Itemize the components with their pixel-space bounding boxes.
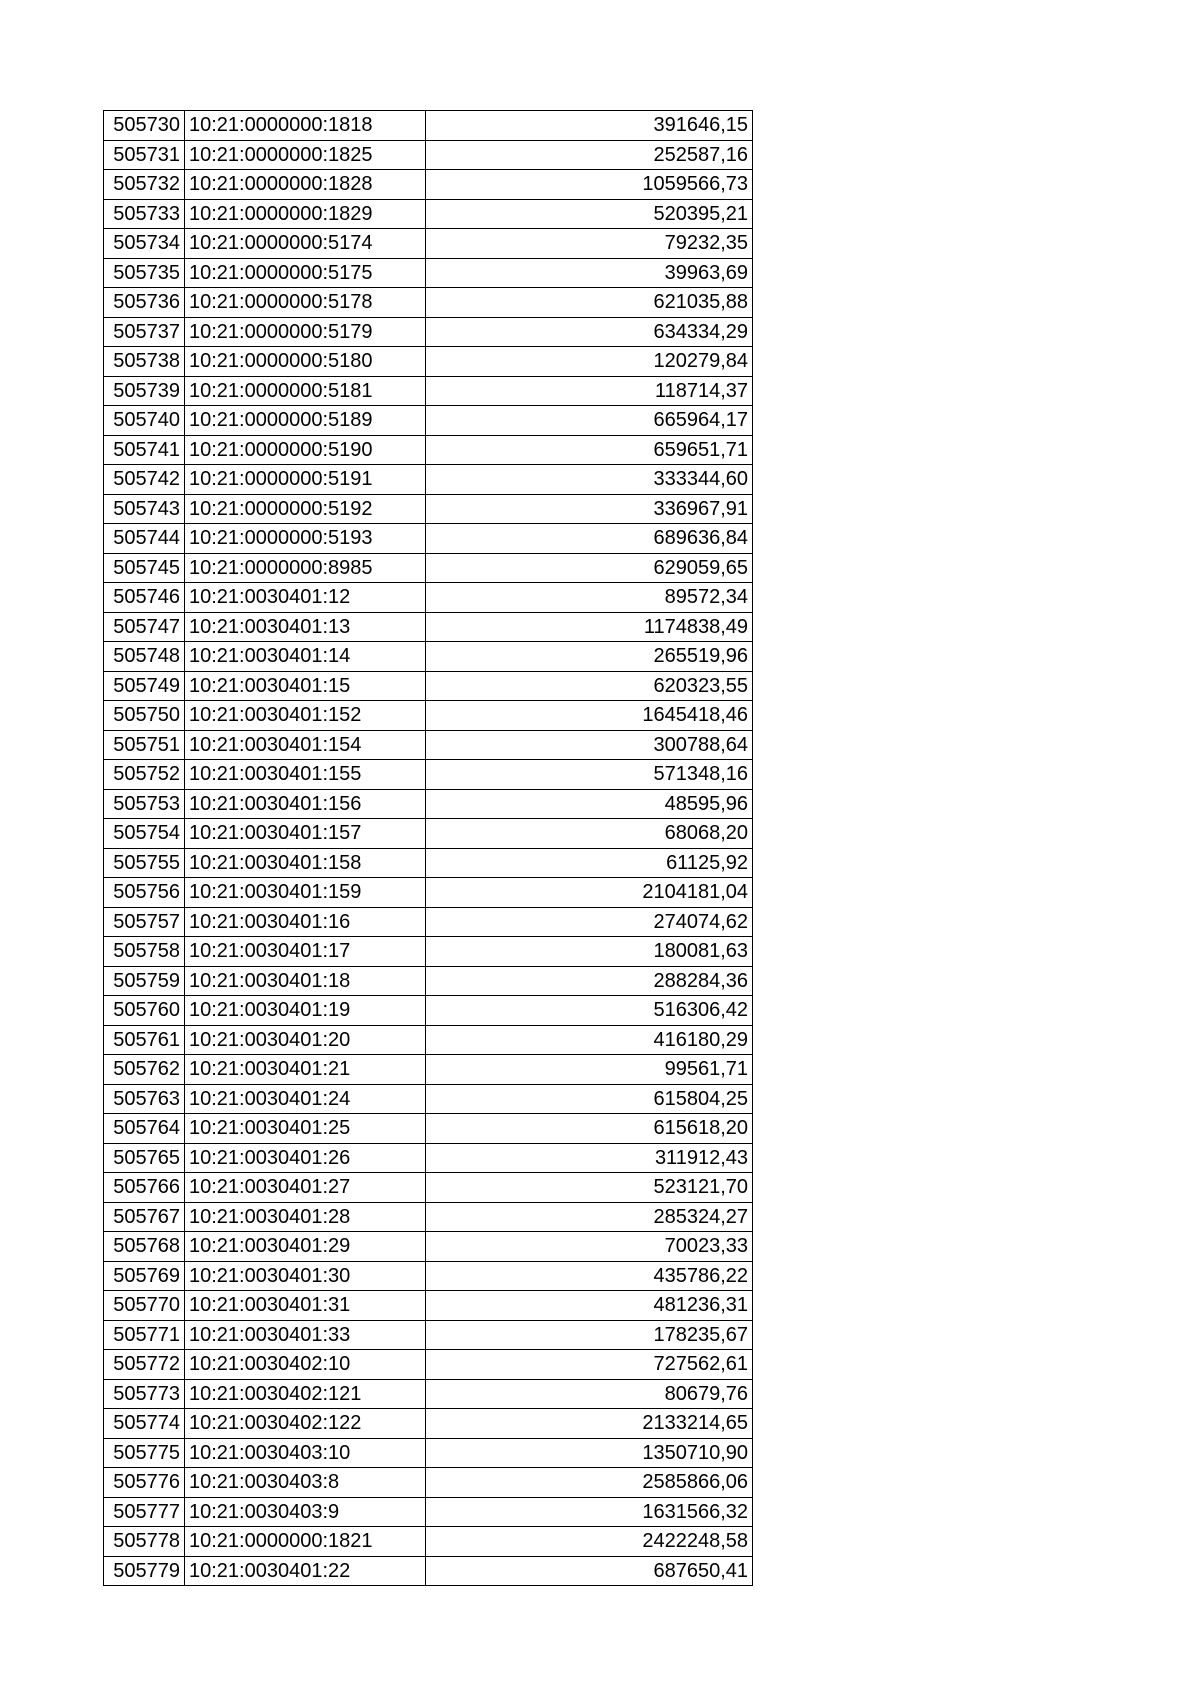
row-id-cell: 505772 — [104, 1350, 185, 1380]
cadastral-number-cell: 10:21:0030401:158 — [185, 848, 426, 878]
value-cell: 665964,17 — [426, 406, 753, 436]
value-cell: 516306,42 — [426, 996, 753, 1026]
cadastral-number-cell: 10:21:0000000:5190 — [185, 435, 426, 465]
cadastral-number-cell: 10:21:0000000:1829 — [185, 199, 426, 229]
row-id-cell: 505737 — [104, 317, 185, 347]
value-cell: 1350710,90 — [426, 1438, 753, 1468]
cadastral-number-cell: 10:21:0030401:152 — [185, 701, 426, 731]
table-row — [104, 347, 753, 377]
row-id-cell: 505764 — [104, 1114, 185, 1144]
table-row — [104, 288, 753, 318]
cadastral-number-cell: 10:21:0000000:5178 — [185, 288, 426, 318]
table-row — [104, 907, 753, 937]
row-id-cell: 505750 — [104, 701, 185, 731]
value-cell: 481236,31 — [426, 1291, 753, 1321]
row-id-cell: 505771 — [104, 1320, 185, 1350]
value-cell: 2422248,58 — [426, 1527, 753, 1557]
row-id-cell: 505741 — [104, 435, 185, 465]
row-id-cell: 505754 — [104, 819, 185, 849]
row-id-cell: 505759 — [104, 966, 185, 996]
cadastral-number-cell: 10:21:0030401:17 — [185, 937, 426, 967]
cadastral-number-cell: 10:21:0000000:5180 — [185, 347, 426, 377]
cadastral-number-cell: 10:21:0030401:16 — [185, 907, 426, 937]
row-id-cell: 505733 — [104, 199, 185, 229]
row-id-cell: 505769 — [104, 1261, 185, 1291]
data-table — [103, 110, 753, 1586]
value-cell: 68068,20 — [426, 819, 753, 849]
table-row — [104, 937, 753, 967]
row-id-cell: 505763 — [104, 1084, 185, 1114]
table-row — [104, 553, 753, 583]
value-cell: 687650,41 — [426, 1556, 753, 1586]
cadastral-number-cell: 10:21:0030401:31 — [185, 1291, 426, 1321]
row-id-cell: 505752 — [104, 760, 185, 790]
row-id-cell: 505747 — [104, 612, 185, 642]
cadastral-number-cell: 10:21:0030401:30 — [185, 1261, 426, 1291]
value-cell: 2104181,04 — [426, 878, 753, 908]
row-id-cell: 505740 — [104, 406, 185, 436]
table-row — [104, 730, 753, 760]
cadastral-number-cell: 10:21:0000000:8985 — [185, 553, 426, 583]
cadastral-number-cell: 10:21:0000000:5181 — [185, 376, 426, 406]
cadastral-number-cell: 10:21:0030403:9 — [185, 1497, 426, 1527]
cadastral-number-cell: 10:21:0000000:5174 — [185, 229, 426, 259]
table-row — [104, 1202, 753, 1232]
value-cell: 571348,16 — [426, 760, 753, 790]
table-row — [104, 1350, 753, 1380]
table-row — [104, 170, 753, 200]
value-cell: 336967,91 — [426, 494, 753, 524]
value-cell: 311912,43 — [426, 1143, 753, 1173]
value-cell: 615804,25 — [426, 1084, 753, 1114]
value-cell: 520395,21 — [426, 199, 753, 229]
cadastral-number-cell: 10:21:0030402:122 — [185, 1409, 426, 1439]
cadastral-number-cell: 10:21:0030402:10 — [185, 1350, 426, 1380]
value-cell: 1059566,73 — [426, 170, 753, 200]
table-row — [104, 1232, 753, 1262]
table-row — [104, 1409, 753, 1439]
table-row — [104, 878, 753, 908]
table-row — [104, 848, 753, 878]
cadastral-number-cell: 10:21:0030401:154 — [185, 730, 426, 760]
cadastral-number-cell: 10:21:0000000:5189 — [185, 406, 426, 436]
value-cell: 180081,63 — [426, 937, 753, 967]
cadastral-number-cell: 10:21:0030401:12 — [185, 583, 426, 613]
cadastral-number-cell: 10:21:0030401:159 — [185, 878, 426, 908]
table-row — [104, 1261, 753, 1291]
value-cell: 48595,96 — [426, 789, 753, 819]
table-row — [104, 465, 753, 495]
cadastral-number-cell: 10:21:0000000:5193 — [185, 524, 426, 554]
table-row — [104, 494, 753, 524]
row-id-cell: 505749 — [104, 671, 185, 701]
table-row — [104, 1025, 753, 1055]
value-cell: 252587,16 — [426, 140, 753, 170]
row-id-cell: 505760 — [104, 996, 185, 1026]
table-row — [104, 406, 753, 436]
cadastral-number-cell: 10:21:0030403:8 — [185, 1468, 426, 1498]
row-id-cell: 505776 — [104, 1468, 185, 1498]
table-body — [104, 111, 753, 1586]
value-cell: 416180,29 — [426, 1025, 753, 1055]
table-row — [104, 760, 753, 790]
table-row — [104, 140, 753, 170]
row-id-cell: 505743 — [104, 494, 185, 524]
table-row — [104, 1114, 753, 1144]
row-id-cell: 505773 — [104, 1379, 185, 1409]
cadastral-number-cell: 10:21:0030401:33 — [185, 1320, 426, 1350]
table-row — [104, 1527, 753, 1557]
row-id-cell: 505731 — [104, 140, 185, 170]
cadastral-number-cell: 10:21:0000000:1818 — [185, 111, 426, 141]
value-cell: 120279,84 — [426, 347, 753, 377]
cadastral-number-cell: 10:21:0030401:19 — [185, 996, 426, 1026]
table-row — [104, 229, 753, 259]
table-row — [104, 1084, 753, 1114]
cadastral-number-cell: 10:21:0030401:13 — [185, 612, 426, 642]
value-cell: 1174838,49 — [426, 612, 753, 642]
value-cell: 659651,71 — [426, 435, 753, 465]
cadastral-number-cell: 10:21:0030401:25 — [185, 1114, 426, 1144]
row-id-cell: 505744 — [104, 524, 185, 554]
value-cell: 523121,70 — [426, 1173, 753, 1203]
row-id-cell: 505779 — [104, 1556, 185, 1586]
value-cell: 89572,34 — [426, 583, 753, 613]
cadastral-number-cell: 10:21:0030401:155 — [185, 760, 426, 790]
table-row — [104, 1497, 753, 1527]
cadastral-number-cell: 10:21:0000000:1825 — [185, 140, 426, 170]
cadastral-number-cell: 10:21:0030401:27 — [185, 1173, 426, 1203]
value-cell: 80679,76 — [426, 1379, 753, 1409]
cadastral-number-cell: 10:21:0000000:1821 — [185, 1527, 426, 1557]
value-cell: 615618,20 — [426, 1114, 753, 1144]
value-cell: 333344,60 — [426, 465, 753, 495]
row-id-cell: 505777 — [104, 1497, 185, 1527]
cadastral-number-cell: 10:21:0030401:22 — [185, 1556, 426, 1586]
row-id-cell: 505730 — [104, 111, 185, 141]
cadastral-number-cell: 10:21:0030401:15 — [185, 671, 426, 701]
table-row — [104, 258, 753, 288]
row-id-cell: 505738 — [104, 347, 185, 377]
cadastral-number-cell: 10:21:0000000:5179 — [185, 317, 426, 347]
table-row — [104, 376, 753, 406]
value-cell: 274074,62 — [426, 907, 753, 937]
value-cell: 285324,27 — [426, 1202, 753, 1232]
cadastral-number-cell: 10:21:0030401:29 — [185, 1232, 426, 1262]
row-id-cell: 505766 — [104, 1173, 185, 1203]
table-row — [104, 789, 753, 819]
row-id-cell: 505768 — [104, 1232, 185, 1262]
table-row — [104, 701, 753, 731]
row-id-cell: 505775 — [104, 1438, 185, 1468]
row-id-cell: 505753 — [104, 789, 185, 819]
table-row — [104, 1173, 753, 1203]
cadastral-number-cell: 10:21:0030401:28 — [185, 1202, 426, 1232]
cadastral-number-cell: 10:21:0000000:5175 — [185, 258, 426, 288]
value-cell: 79232,35 — [426, 229, 753, 259]
table-row — [104, 1556, 753, 1586]
value-cell: 620323,55 — [426, 671, 753, 701]
value-cell: 300788,64 — [426, 730, 753, 760]
value-cell: 99561,71 — [426, 1055, 753, 1085]
value-cell: 70023,33 — [426, 1232, 753, 1262]
cadastral-number-cell: 10:21:0030403:10 — [185, 1438, 426, 1468]
value-cell: 621035,88 — [426, 288, 753, 318]
value-cell: 727562,61 — [426, 1350, 753, 1380]
row-id-cell: 505758 — [104, 937, 185, 967]
cadastral-number-cell: 10:21:0030401:21 — [185, 1055, 426, 1085]
table-row — [104, 1291, 753, 1321]
row-id-cell: 505757 — [104, 907, 185, 937]
table-row — [104, 1438, 753, 1468]
table-row — [104, 819, 753, 849]
cadastral-number-cell: 10:21:0030401:157 — [185, 819, 426, 849]
value-cell: 39963,69 — [426, 258, 753, 288]
table-row — [104, 524, 753, 554]
value-cell: 178235,67 — [426, 1320, 753, 1350]
row-id-cell: 505756 — [104, 878, 185, 908]
row-id-cell: 505767 — [104, 1202, 185, 1232]
row-id-cell: 505746 — [104, 583, 185, 613]
table-row — [104, 1379, 753, 1409]
value-cell: 689636,84 — [426, 524, 753, 554]
row-id-cell: 505745 — [104, 553, 185, 583]
cadastral-number-cell: 10:21:0030402:121 — [185, 1379, 426, 1409]
value-cell: 1631566,32 — [426, 1497, 753, 1527]
cadastral-number-cell: 10:21:0030401:18 — [185, 966, 426, 996]
table-row — [104, 966, 753, 996]
value-cell: 265519,96 — [426, 642, 753, 672]
row-id-cell: 505742 — [104, 465, 185, 495]
cadastral-number-cell: 10:21:0000000:5192 — [185, 494, 426, 524]
row-id-cell: 505739 — [104, 376, 185, 406]
row-id-cell: 505755 — [104, 848, 185, 878]
cadastral-number-cell: 10:21:0030401:24 — [185, 1084, 426, 1114]
row-id-cell: 505778 — [104, 1527, 185, 1557]
cadastral-number-cell: 10:21:0030401:14 — [185, 642, 426, 672]
value-cell: 118714,37 — [426, 376, 753, 406]
cadastral-number-cell: 10:21:0030401:26 — [185, 1143, 426, 1173]
row-id-cell: 505751 — [104, 730, 185, 760]
row-id-cell: 505770 — [104, 1291, 185, 1321]
row-id-cell: 505762 — [104, 1055, 185, 1085]
table-row — [104, 435, 753, 465]
row-id-cell: 505732 — [104, 170, 185, 200]
table-row — [104, 671, 753, 701]
table-row — [104, 199, 753, 229]
table-row — [104, 1320, 753, 1350]
cadastral-number-cell: 10:21:0000000:5191 — [185, 465, 426, 495]
cadastral-number-cell: 10:21:0030401:156 — [185, 789, 426, 819]
row-id-cell: 505748 — [104, 642, 185, 672]
table-row — [104, 996, 753, 1026]
cadastral-number-cell: 10:21:0000000:1828 — [185, 170, 426, 200]
table-row — [104, 317, 753, 347]
value-cell: 391646,15 — [426, 111, 753, 141]
value-cell: 634334,29 — [426, 317, 753, 347]
value-cell: 61125,92 — [426, 848, 753, 878]
table-row — [104, 1143, 753, 1173]
table-row — [104, 1055, 753, 1085]
row-id-cell: 505774 — [104, 1409, 185, 1439]
row-id-cell: 505735 — [104, 258, 185, 288]
cadastral-number-cell: 10:21:0030401:20 — [185, 1025, 426, 1055]
value-cell: 435786,22 — [426, 1261, 753, 1291]
value-cell: 629059,65 — [426, 553, 753, 583]
row-id-cell: 505765 — [104, 1143, 185, 1173]
table-row — [104, 642, 753, 672]
row-id-cell: 505734 — [104, 229, 185, 259]
row-id-cell: 505761 — [104, 1025, 185, 1055]
table-row — [104, 612, 753, 642]
value-cell: 2133214,65 — [426, 1409, 753, 1439]
value-cell: 288284,36 — [426, 966, 753, 996]
table-row — [104, 583, 753, 613]
table-row — [104, 1468, 753, 1498]
row-id-cell: 505736 — [104, 288, 185, 318]
value-cell: 1645418,46 — [426, 701, 753, 731]
value-cell: 2585866,06 — [426, 1468, 753, 1498]
table-row — [104, 111, 753, 141]
